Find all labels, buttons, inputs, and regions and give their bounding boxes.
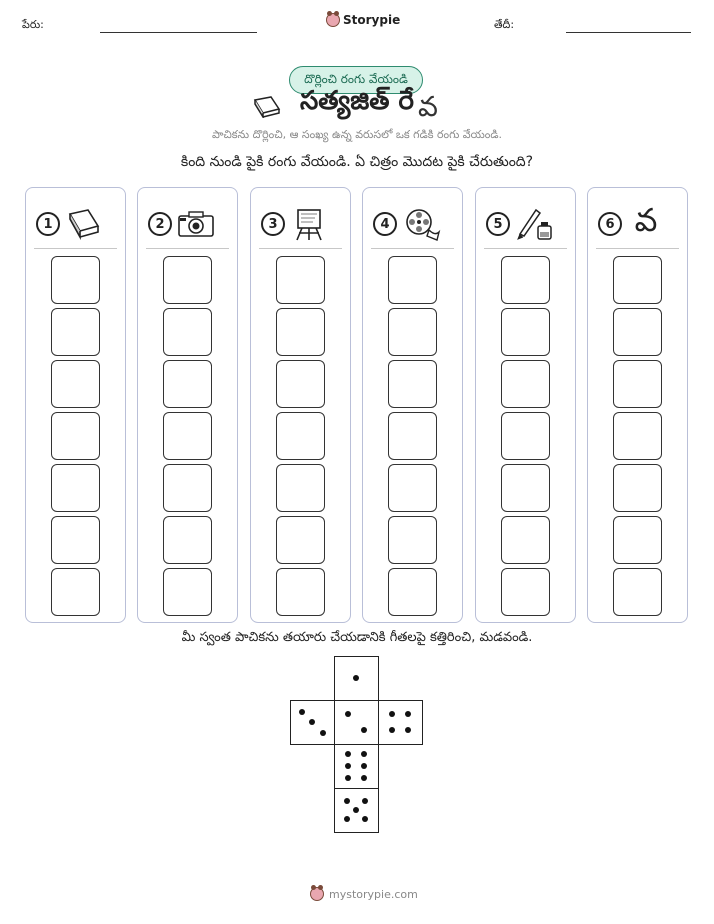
- color-box[interactable]: [501, 412, 550, 460]
- date-label: తేదీ:: [494, 18, 515, 31]
- easel-icon: [289, 206, 329, 242]
- color-box[interactable]: [501, 464, 550, 512]
- color-box[interactable]: [163, 412, 212, 460]
- column-header: [36, 206, 104, 242]
- color-box[interactable]: [276, 360, 325, 408]
- dice-pip: [353, 675, 359, 681]
- date-field[interactable]: [566, 32, 691, 33]
- dice-pip: [361, 775, 367, 781]
- dice-pip: [309, 719, 315, 725]
- column-header: [598, 201, 666, 242]
- bear-icon: [326, 13, 340, 27]
- color-box[interactable]: [163, 360, 212, 408]
- column-4: [362, 187, 463, 623]
- pen-ink-icon: [514, 206, 554, 242]
- color-box[interactable]: [51, 516, 100, 564]
- column-header: [373, 206, 441, 242]
- color-box[interactable]: [501, 256, 550, 304]
- column-number: 3: [261, 212, 285, 236]
- dice-face: [334, 744, 379, 789]
- column-1: [25, 187, 126, 623]
- dice-pip: [345, 775, 351, 781]
- dice-pip: [361, 751, 367, 757]
- dice-face: [334, 788, 379, 833]
- color-box[interactable]: [388, 256, 437, 304]
- dice-pip: [361, 763, 367, 769]
- dice-face: [334, 700, 379, 745]
- column-header: [148, 206, 216, 242]
- column-5: [475, 187, 576, 623]
- activity-pill: దొర్లించి రంగు వేయండి: [289, 66, 423, 94]
- cut-instruction: మీ స్వంత పాచికను తయారు చేయడానికి గీతలపై కత్తిరించి, మడవండి.: [181, 630, 533, 645]
- dice-pip: [345, 751, 351, 757]
- brand-name: Storypie: [343, 13, 401, 27]
- telugu-letter-icon: వ: [418, 90, 438, 123]
- color-box[interactable]: [163, 256, 212, 304]
- dice-pip: [345, 711, 351, 717]
- film-reel-icon: [401, 206, 441, 242]
- color-box[interactable]: [613, 516, 662, 564]
- color-box[interactable]: [51, 256, 100, 304]
- color-box[interactable]: [613, 360, 662, 408]
- dice-face: [334, 656, 379, 701]
- column-number: 4: [373, 212, 397, 236]
- book-icon: [64, 206, 104, 242]
- color-box[interactable]: [501, 568, 550, 616]
- dice-pip: [362, 798, 368, 804]
- name-field[interactable]: [100, 32, 257, 33]
- color-box[interactable]: [276, 256, 325, 304]
- column-divider: [34, 248, 117, 249]
- footer: [310, 887, 418, 901]
- color-box[interactable]: [388, 516, 437, 564]
- column-divider: [146, 248, 229, 249]
- column-number: 2: [148, 212, 172, 236]
- color-box[interactable]: [276, 308, 325, 356]
- dice-pip: [389, 711, 395, 717]
- column-divider: [371, 248, 454, 249]
- column-number: 5: [486, 212, 510, 236]
- dice-pip: [345, 763, 351, 769]
- color-box[interactable]: [613, 412, 662, 460]
- column-divider: [259, 248, 342, 249]
- color-box[interactable]: [276, 464, 325, 512]
- color-box[interactable]: [388, 568, 437, 616]
- name-label: పేరు:: [22, 18, 44, 31]
- color-box[interactable]: [276, 516, 325, 564]
- bear-icon: [310, 887, 324, 901]
- color-box[interactable]: [613, 568, 662, 616]
- instruction: కింది నుండి పైకి రంగు వేయండి. ఏ చిత్రం మొదట పైకి చేరుతుంది?: [180, 154, 534, 170]
- dice-pip: [344, 816, 350, 822]
- color-box[interactable]: [613, 464, 662, 512]
- column-2: [137, 187, 238, 623]
- color-box[interactable]: [51, 464, 100, 512]
- color-box[interactable]: [501, 360, 550, 408]
- dice-pip: [299, 709, 305, 715]
- color-box[interactable]: [388, 412, 437, 460]
- dice-face: [290, 700, 335, 745]
- column-header: [486, 206, 554, 242]
- footer-url: mystorypie.com: [329, 887, 418, 901]
- dice-pip: [389, 727, 395, 733]
- dice-pip: [344, 798, 350, 804]
- color-box[interactable]: [163, 516, 212, 564]
- color-box[interactable]: [51, 308, 100, 356]
- column-number: 1: [36, 212, 60, 236]
- color-box[interactable]: [501, 516, 550, 564]
- dice-pip: [320, 730, 326, 736]
- column-header: [261, 206, 329, 242]
- color-box[interactable]: [163, 568, 212, 616]
- color-box[interactable]: [388, 308, 437, 356]
- color-box[interactable]: [388, 464, 437, 512]
- column-6: [587, 187, 688, 623]
- subtitle: పాచికను దొర్లించి, ఆ సంఖ్య ఉన్న వరుసలో ఒక గడికి రంగు వేయండి.: [212, 128, 502, 141]
- column-number: 6: [598, 212, 622, 236]
- dice-pip: [405, 727, 411, 733]
- color-box[interactable]: [613, 256, 662, 304]
- page-title: సత్యజిత్ రే: [300, 86, 414, 116]
- dice-pip: [405, 711, 411, 717]
- color-box[interactable]: [163, 464, 212, 512]
- dice-pip: [353, 807, 359, 813]
- color-box[interactable]: [501, 308, 550, 356]
- column-divider: [484, 248, 567, 249]
- color-box[interactable]: [51, 568, 100, 616]
- color-box[interactable]: [51, 360, 100, 408]
- camera-icon: [176, 206, 216, 242]
- color-box[interactable]: [51, 412, 100, 460]
- dice-pip: [362, 816, 368, 822]
- column-divider: [596, 248, 679, 249]
- brand-logo: [326, 13, 400, 27]
- dice-face: [378, 700, 423, 745]
- color-box[interactable]: [388, 360, 437, 408]
- color-box[interactable]: [163, 308, 212, 356]
- color-box[interactable]: [276, 568, 325, 616]
- dice-pip: [361, 727, 367, 733]
- color-box[interactable]: [276, 412, 325, 460]
- color-box[interactable]: [613, 308, 662, 356]
- telugu-letter-icon: వ: [634, 201, 658, 239]
- column-3: [250, 187, 351, 623]
